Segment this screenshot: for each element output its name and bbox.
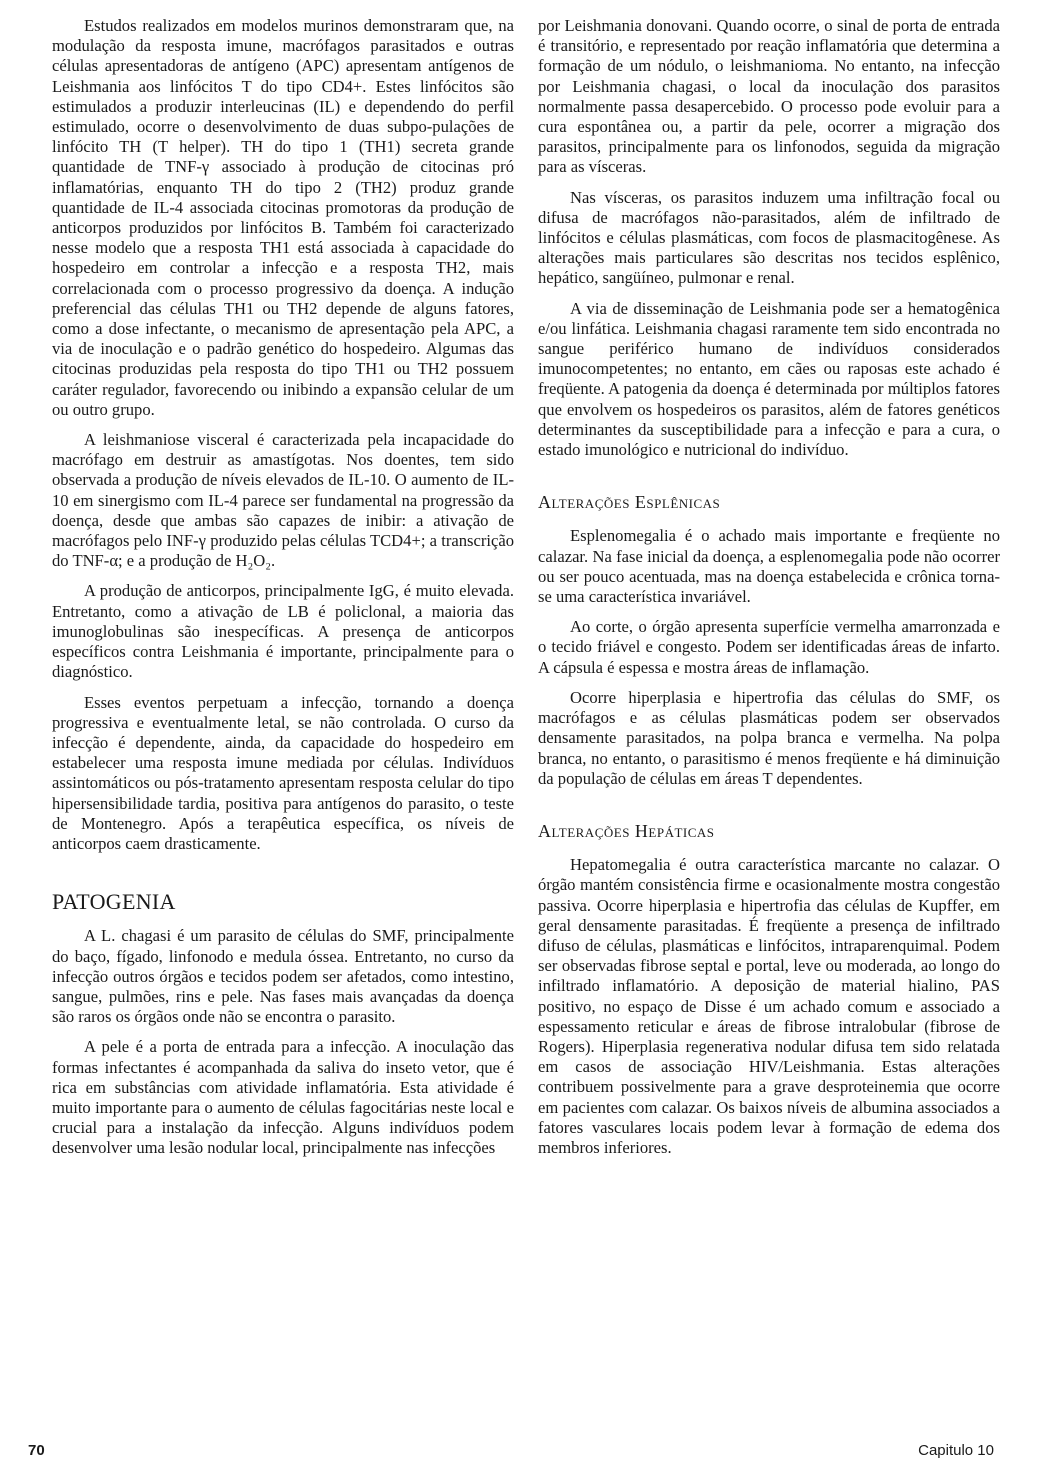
paragraph: Ao corte, o órgão apresenta superfície vermelha amarronzada e o tecido friável e congesto. Podem ser identificadas áreas de infarto. A cápsula é espessa e mostra áreas de inflamação. bbox=[538, 617, 1000, 677]
paragraph: Esplenomegalia é o achado mais importante e freqüente no calazar. Na fase inicial da doença, a esplenomegalia pode não ocorrer ou ser pouco acentuada, mas na doença estabelecida e crônica torna-se uma característica invariável. bbox=[538, 526, 1000, 607]
right-column bbox=[538, 16, 1000, 1168]
paragraph: A L. chagasi é um parasito de células do SMF, principalmente do baço, fígado, linfonodo e medula óssea. Entretanto, no curso da infecção outros órgãos e tecidos podem ser afetados, como intestino, sangue, pulmões, rins e pele. Nas fases mais avançadas da doença são raros os órgãos onde não se encontra o parasito. bbox=[52, 926, 514, 1027]
paragraph: A produção de anticorpos, principalmente IgG, é muito elevada. Entretanto, como a ativação de LB é policlonal, a maioria das imunoglobulinas são inespecíficas. A presença de anticorpos específicos contra Leishmania é importante, principalmente para o diagnóstico. bbox=[52, 581, 514, 682]
subsection-heading-hepaticas: Alterações Hepáticas bbox=[538, 820, 715, 841]
paragraph: por Leishmania donovani. Quando ocorre, o sinal de porta de entrada é transitório, e representado por reação inflamatória que determina a formação de um nódulo, o leishmanioma. No entanto, na infecção por Leishmania chagasi, o local da inoculação dos parasitos normalmente passa desapercebido. O processo pode evoluir para a cura espontânea ou, a partir da pele, ocorrer a migração dos parasitos, principalmente para os linfonodos, seguida da migração para as vísceras. bbox=[538, 16, 1000, 177]
section-heading-patogenia: PATOGENIA bbox=[52, 889, 176, 915]
page-number: 70 bbox=[28, 1442, 45, 1459]
paragraph: A leishmaniose visceral é caracterizada pela incapacidade do macrófago em destruir as amastígotas. Nos doentes, tem sido observada a produção de níveis elevados de IL-10. O aumento de IL-10 em sinergismo com IL-4 parece ser fundamental na progressão da doença, desde que ambas são capazes de inibir: a ativação de macrófagos pelo INF-γ produzido pelas células TCD4+; a transcrição do TNF-α; e a produção de H₂O₂. bbox=[52, 430, 514, 571]
paragraph: Nas vísceras, os parasitos induzem uma infiltração focal ou difusa de macrófagos não-parasitados, além de infiltrado de linfócitos e células plasmáticas, com focos de plasmacitogênese. As alterações mais particulares são descritas nos tecidos esplênico, hepático, sangüíneo, pulmonar e renal. bbox=[538, 187, 1000, 288]
paragraph: Estudos realizados em modelos murinos demonstraram que, na modulação da resposta imune, macrófagos parasitados e outras células apresentadoras de antígeno (APC) apresentam antígenos de Leishmania aos linfócitos T do tipo CD4+. Estes linfócitos são estimulados a produzir interleucinas (IL) e dependendo do perfil estimulado, ocorre o desenvolvimento de duas subpo-pulações de linfócito TH (T helper). TH do tipo 1 (TH1) secreta grande quantidade de TNF-γ associado à produção de citocinas pró inflamatórias, enquanto TH do tipo 2 (TH2) produz grande quantidade de IL-4 associada citocinas promotoras da produção de anticorpos produzidos por linfócitos B. Também foi caracterizado nesse modelo que a resposta TH1 está associada à capacidade do hospedeiro em controlar a infecção e a resposta TH2, mais correlacionada com o processo progressivo da doença. A indução preferencial das células TH1 ou TH2 depende de alguns fatores, como a dose infectante, o mecanismo de apresentação pela APC, a via de inoculação e o padrão genético do hospedeiro. Algumas das citocinas produzidas pela resposta do tipo TH1 ou TH2 possuem caráter regulador, favorecendo ou inibindo a expansão celular de um ou outro grupo. bbox=[52, 16, 514, 419]
paragraph: A pele é a porta de entrada para a infecção. A inoculação das formas infectantes é acompanhada da saliva do inseto vetor, que é rica em substâncias com atividade inflamatória. Esta atividade é muito importante para o aumento de células fagocitárias neste local e crucial para a instalação da infecção. Alguns indivíduos podem desenvolver uma lesão nodular local, principalmente nas infecções bbox=[52, 1037, 514, 1158]
chapter-label: Capitulo 10 bbox=[918, 1442, 994, 1459]
left-column bbox=[52, 16, 514, 1169]
paragraph: Hepatomegalia é outra característica marcante no calazar. O órgão mantém consistência firme e ocasionalmente mostra congestão passiva. Ocorre hiperplasia e hipertrofia das células de Kupffer, em geral densamente parasitadas. É freqüente a presença de infiltrado difuso de células, plasmáticas e linfócitos, intraparenquimal. Podem ser observadas fibrose septal e portal, leve ou moderada, ao longo do infiltrado inflamatório. A deposição de material hialino, PAS positivo, no espaço de Disse é um achado comum e associado a espessamento reticular e áreas de fibrose intralobular (fibrose de Rogers). Hiperplasia regenerativa nodular difusa tem sido relatada em casos de associação HIV/Leishmania. Estas alterações contribuem possivelmente para a grave desproteinemia que ocorre em pacientes com calazar. Os baixos níveis de albumina associados a fatores vasculares locais podem levar à formação de edema dos membros inferiores. bbox=[538, 855, 1000, 1157]
paragraph: A via de disseminação de Leishmania pode ser a hematogênica e/ou linfática. Leishmania chagasi raramente tem sido encontrada no sangue periférico humano de indivíduos considerados imunocompetentes; no entanto, em cães ou raposas este achado é freqüente. A patogenia da doença é determinada por múltiplos fatores que envolvem os hospedeiros os parasitos, além de fatores genéticos determinantes da susceptibilidade para a infecção e para a cura, o estado imunológico e nutricional do indivíduo. bbox=[538, 298, 1000, 460]
subsection-heading-esplenicas: Alterações Esplênicas bbox=[538, 492, 721, 513]
paragraph: Esses eventos perpetuam a infecção, tornando a doença progressiva e eventualmente letal, se não controlada. O curso da infecção é dependente, ainda, da capacidade do hospedeiro em estabelecer uma resposta imune mediada por células. Indivíduos assintomáticos ou pós-tratamento apresentam resposta celular do tipo hipersensibilidade tardia, positiva para antígenos do parasito, o teste de Montenegro. Após a terapêutica específica, os níveis de anticorpos caem drasticamente. bbox=[52, 692, 514, 853]
paragraph: Ocorre hiperplasia e hipertrofia das células do SMF, os macrófagos e as células plasmáticas podem ser observados densamente parasitados, na polpa branca e vermelha. Na polpa branca, no entanto, o parasitismo é menos freqüente e há diminuição da população de células em áreas T dependentes. bbox=[538, 687, 1000, 788]
